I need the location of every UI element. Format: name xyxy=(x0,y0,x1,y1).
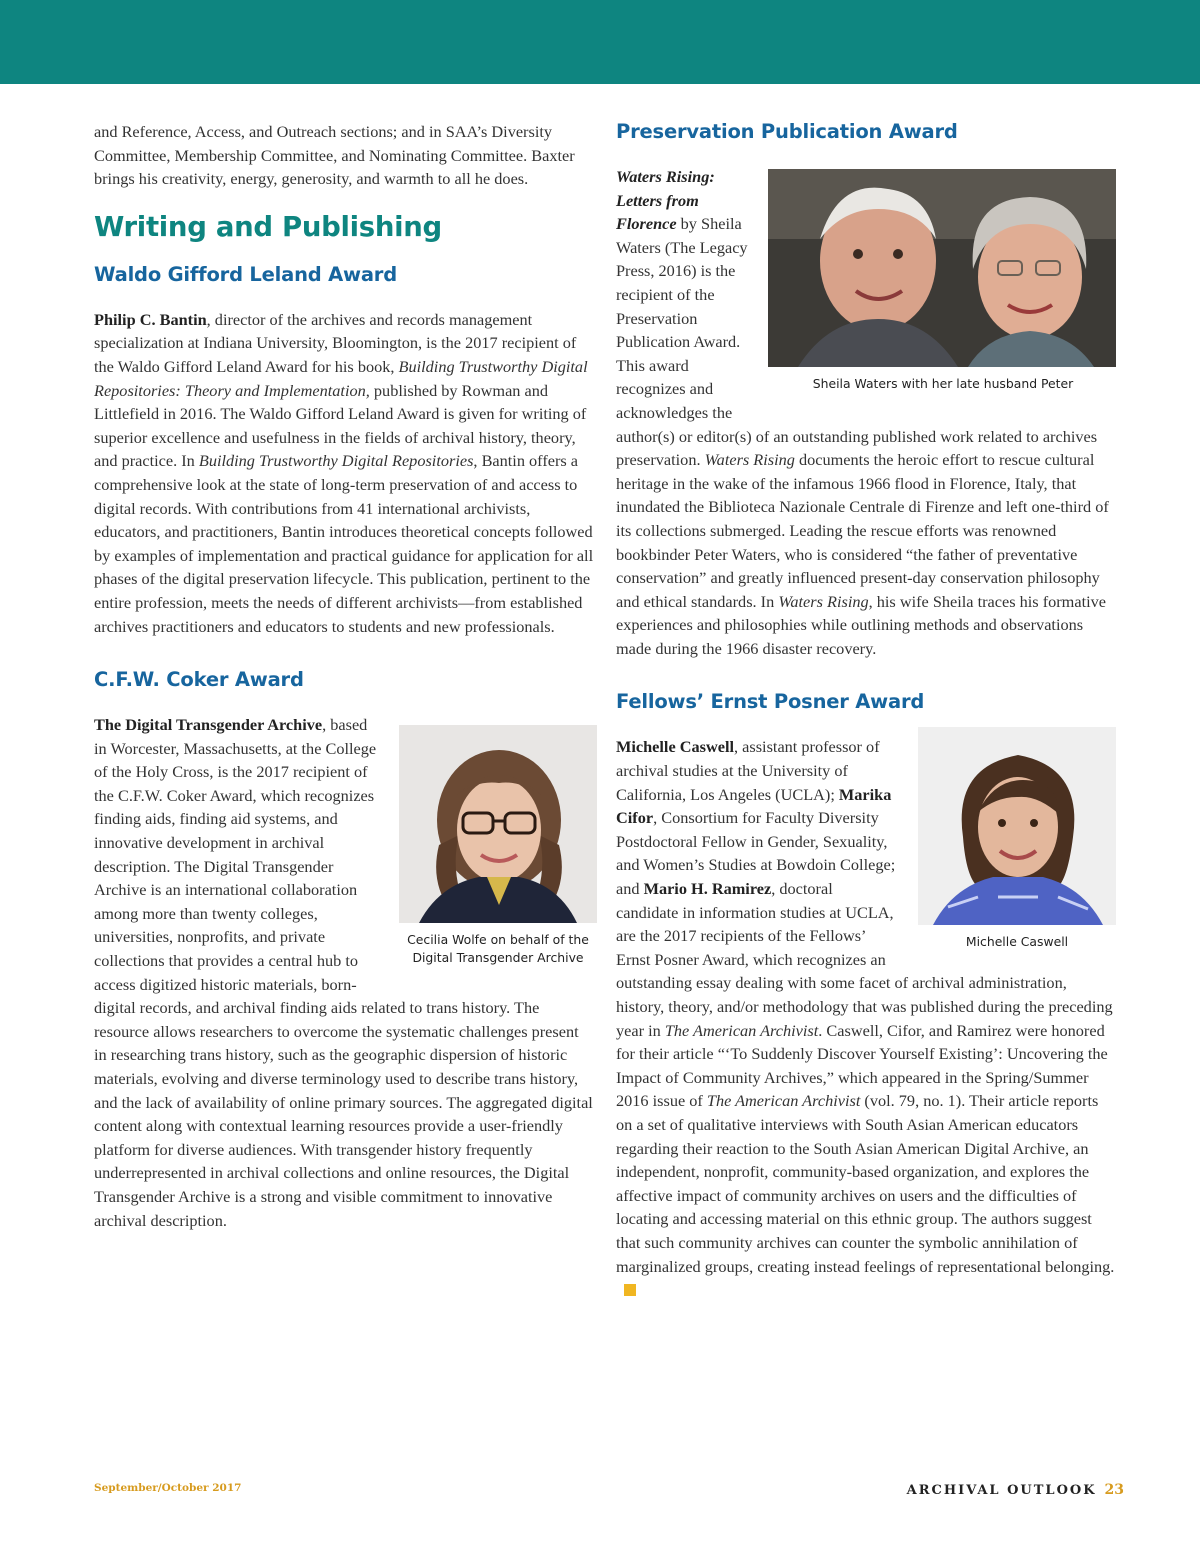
coker-award-heading: C.F.W. Coker Award xyxy=(94,668,304,692)
end-of-article-mark xyxy=(624,1284,636,1296)
leland-recipient-name: Philip C. Bantin xyxy=(94,309,207,329)
coker-photo-caption: Cecilia Wolfe on behalf of the Digital Transgender Archive xyxy=(407,932,589,966)
leland-book-title: Building Trustworthy Digital Repositories: Theory and Implementation, xyxy=(94,356,588,400)
posner-award-heading: Fellows’ Ernst Posner Award xyxy=(616,690,925,714)
top-color-banner xyxy=(0,0,1200,84)
preservation-award-heading: Preservation Publication Award xyxy=(616,120,958,143)
recipient-ramirez: Mario H. Ramirez xyxy=(643,879,772,899)
footer-issue-date: September/October 2017 xyxy=(94,1482,242,1494)
preservation-photo-figure xyxy=(768,169,1118,393)
page-number: 23 xyxy=(1104,1482,1124,1498)
right-column xyxy=(616,120,1118,1302)
coker-recipient-name: The Digital Transgender Archive xyxy=(94,715,323,735)
leland-award-paragraph: Philip C. Bantin, director of the archives and records management specialization at Indiana University, Bloomington, is the 2017 recipient of the Waldo Gifford Leland Award for his book, Building Trustworthy Digital Repositories: Theory and Implementation, published by Rowman and Littlefield in 2016. The Waldo Gifford Leland Award is given for writing of superior excellence and usefulness in the fields of archival history, theory, and practice. In Building Trustworthy Digital Repositories, Bantin offers a comprehensive look at the state of long-term preservation of and access to digital records. With contributions from 41 international archivists, educators, and practitioners, Bantin introduces theoretical concepts followed by examples of implementation and practical guidance for application for all phases of the digital preservation lifecycle. This publication, pertinent to the entire profession, meets the needs of different archivists—from established archives practitioners and educators to students and new professionals. xyxy=(94,309,594,636)
michelle-caswell-photo xyxy=(918,727,1116,925)
preservation-award-paragraph: Waters Rising: Letters from Florence by Sheila Waters (The Legacy Press, 2016) is the recipient of the Preservation Publication Award. This award recognizes and acknowledges the author(s) or editor(s) of an outstanding published work related to archives preservation. Waters Rising documents the heroic effort to rescue cultural heritage in the wake of the infamous 1966 flood in Florence, Italy, that inundated the Biblioteca Nazionale Centrale di Firenze and left one-third of its collections submerged. Leading the rescue efforts was renowned bookbinder Peter Waters, who is considered “the father of preventative conservation” and greatly influenced present-day conservation philosophy and ethical standards. In Waters Rising, his wife Sheila traces his formative experiences and philosophies while outlining methods and observations made during the 1966 disaster recovery. xyxy=(616,167,1109,658)
footer-publication xyxy=(907,1482,1124,1498)
posner-photo-figure xyxy=(916,727,1118,951)
preservation-book-title: Waters Rising: Letters from Florence xyxy=(616,167,715,234)
leland-award-heading: Waldo Gifford Leland Award xyxy=(94,262,397,286)
coker-award-paragraph: The Digital Transgender Archive, based in Worcester, Massachusetts, at the College of the Holy Cross, is the 2017 recipient of the C.F.W. Coker Award, which recognizes finding aids, finding aid systems, and innovative development in archival description. The Digital Transgender Archive is an international collaboration among more than twenty colleges, universities, nonprofits, and private collections that provides a central hub to access digitized historic materials, born-digital records, and archival finding aids related to trans history. The resource allows researchers to overcome the systematic challenges present in researching trans history, such as the geographic dispersion of historic materials, evolving and diverse terminology used to describe trans history, and the lack of availability of online primary sources. The aggregated digital content along with contextual learning resources provide a user-friendly platform for diverse audiences. With transgender history frequently underrepresented in archival collections and online resources, the Digital Transgender Archive is a strong and visible commitment to innovative archival description. xyxy=(94,715,593,1230)
preservation-photo-caption: Sheila Waters with her late husband Peter xyxy=(812,376,1074,391)
intro-paragraph: and Reference, Access, and Outreach sections; and in SAA’s Diversity Committee, Membership Committee, and Nominating Committee. Baxter brings his creativity, energy, generosity, and warmth to all he does. xyxy=(94,122,575,189)
left-column xyxy=(94,120,594,1232)
coker-photo-figure xyxy=(396,725,600,967)
posner-photo-caption: Michelle Caswell xyxy=(965,934,1069,950)
section-title: Writing and Publishing xyxy=(94,210,442,243)
footer-publication-name: ARCHIVAL OUTLOOK xyxy=(906,1483,1097,1498)
cecilia-wolfe-photo xyxy=(399,725,597,923)
recipient-caswell: Michelle Caswell xyxy=(616,737,735,757)
posner-award-paragraph: Michelle Caswell, assistant professor of archival studies at the University of California, Los Angeles (UCLA); Marika Cifor, Consortium for Faculty Diversity Postdoctoral Fellow in Gender, Sexuality, and Women’s Studies at Bowdoin College; and Mario H. Ramirez, doctoral candidate in information studies at UCLA, are the 2017 recipients of the Fellows’ Ernst Posner Award, which recognizes an outstanding essay dealing with some facet of archival administration, history, theory, and/or methodology that was published during the preceding year in The American Archivist. Caswell, Cifor, and Ramirez were honored for their article “‘To Suddenly Discover Yourself Existing’: Uncovering the Impact of Community Archives,” which appeared in the Spring/Summer 2016 issue of The American Archivist (vol. 79, no. 1). Their article reports on a set of qualitative interviews with South Asian American educators regarding their reaction to the South Asian American Digital Archive, an independent, nonprofit, community-based organization, and explores the affective impact of community archives on users and the difficulties of locating and accessing material on this ethnic group. The authors suggest that such community archives can counter the symbolic annihilation of marginalized groups, creating instead feelings of representational belonging. xyxy=(616,735,1118,1301)
recipient-cifor: Marika Cifor xyxy=(616,784,892,828)
sheila-and-peter-waters-photo xyxy=(768,169,1116,367)
journal-title: The American Archivist xyxy=(664,1020,819,1040)
